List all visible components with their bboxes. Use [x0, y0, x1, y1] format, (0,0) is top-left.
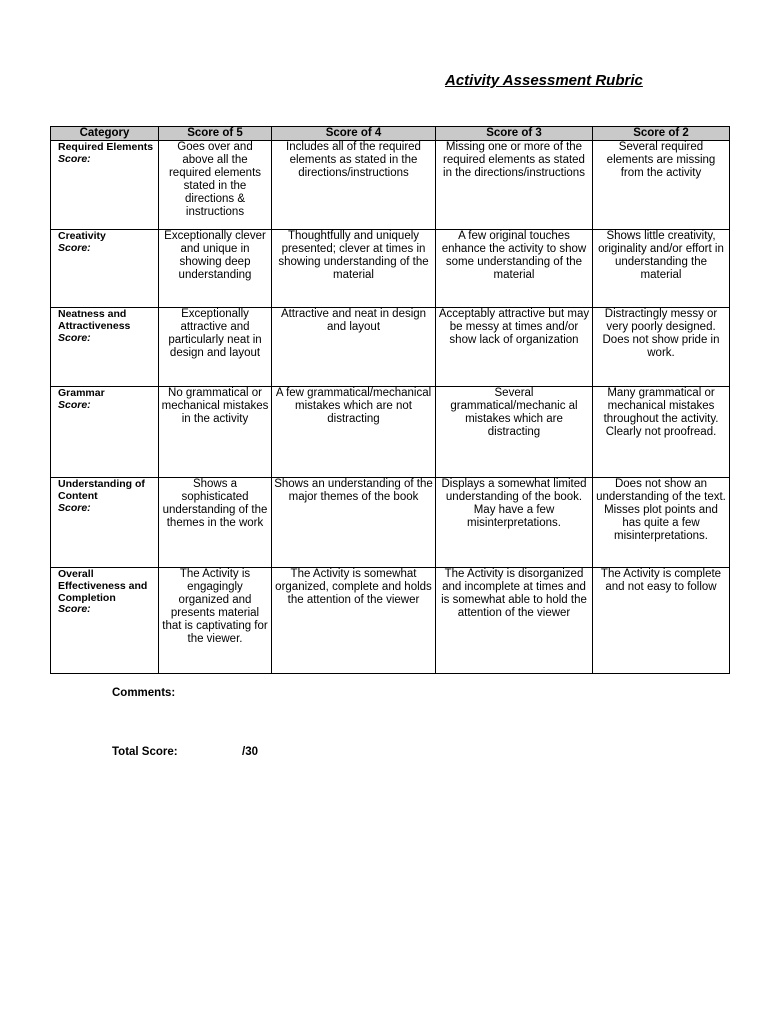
table-row: [51, 478, 730, 568]
category-name: Neatness and Attractiveness: [58, 308, 131, 332]
score-2-cell: Does not show an understanding of the text. Misses plot points and has quite a few misinterpretations.: [593, 478, 730, 568]
score-4-cell: Thoughtfully and uniquely presented; clever at times in showing understanding of the material: [272, 230, 436, 308]
score-4-cell: Attractive and neat in design and layout: [272, 308, 436, 387]
score-2-cell: The Activity is complete and not easy to follow: [593, 568, 730, 674]
score-5-cell: Exceptionally attractive and particularly neat in design and layout: [159, 308, 272, 387]
category-name: Creativity: [58, 230, 106, 242]
score-3-cell: Displays a somewhat limited understanding of the book. May have a few misinterpretations.: [436, 478, 593, 568]
score-2-cell: Several required elements are missing from the activity: [593, 141, 730, 230]
score-3-cell: Missing one or more of the required elements as stated in the directions/instructions: [436, 141, 593, 230]
table-row: [51, 230, 730, 308]
total-score-value: /30: [242, 746, 258, 758]
table-row: [51, 141, 730, 230]
comments-label: Comments:: [112, 687, 176, 699]
score-4-cell: Includes all of the required elements as stated in the directions/instructions: [272, 141, 436, 230]
header-category: Category: [51, 127, 159, 141]
category-cell: [51, 230, 159, 308]
total-score-label: Total Score:: [112, 746, 178, 758]
header-score-4: Score of 4: [272, 127, 436, 141]
score-5-cell: The Activity is engagingly organized and presents material that is captivating for the viewer.: [159, 568, 272, 674]
score-5-cell: Exceptionally clever and unique in showing deep understanding: [159, 230, 272, 308]
score-3-cell: The Activity is disorganized and incomplete at times and is somewhat able to hold the attention of the viewer: [436, 568, 593, 674]
score-5-cell: Shows a sophisticated understanding of the themes in the work: [159, 478, 272, 568]
header-row: [51, 127, 730, 141]
category-cell: [51, 308, 159, 387]
score-5-cell: Goes over and above all the required elements stated in the directions & instructions: [159, 141, 272, 230]
score-2-cell: Distractingly messy or very poorly designed. Does not show pride in work.: [593, 308, 730, 387]
rubric-table: [50, 126, 730, 674]
score-3-cell: Several grammatical/mechanic al mistakes which are distracting: [436, 387, 593, 478]
category-name: Understanding of Content: [58, 478, 145, 502]
page-title: Activity Assessment Rubric: [445, 72, 643, 89]
category-name: Grammar: [58, 387, 105, 399]
category-cell: [51, 387, 159, 478]
score-2-cell: Many grammatical or mechanical mistakes throughout the activity. Clearly not proofread.: [593, 387, 730, 478]
score-label: Score:: [58, 331, 91, 344]
score-label: Score:: [58, 603, 91, 616]
score-5-cell: No grammatical or mechanical mistakes in the activity: [159, 387, 272, 478]
score-label: Score:: [58, 152, 91, 165]
score-label: Score:: [58, 501, 91, 514]
score-3-cell: Acceptably attractive but may be messy at times and/or show lack of organization: [436, 308, 593, 387]
header-score-5: Score of 5: [159, 127, 272, 141]
table-row: [51, 387, 730, 478]
score-4-cell: The Activity is somewhat organized, complete and holds the attention of the viewer: [272, 568, 436, 674]
category-cell: [51, 478, 159, 568]
table-row: [51, 308, 730, 387]
category-cell: [51, 141, 159, 230]
header-score-2: Score of 2: [593, 127, 730, 141]
header-score-3: Score of 3: [436, 127, 593, 141]
score-label: Score:: [58, 398, 91, 411]
score-label: Score:: [58, 241, 91, 254]
score-3-cell: A few original touches enhance the activity to show some understanding of the material: [436, 230, 593, 308]
table-row: [51, 568, 730, 674]
score-4-cell: A few grammatical/mechanical mistakes which are not distracting: [272, 387, 436, 478]
score-2-cell: Shows little creativity, originality and/or effort in understanding the material: [593, 230, 730, 308]
category-name: Overall Effectiveness and Completion: [58, 568, 148, 604]
category-cell: [51, 568, 159, 674]
score-4-cell: Shows an understanding of the major themes of the book: [272, 478, 436, 568]
category-name: Required Elements: [58, 141, 154, 153]
